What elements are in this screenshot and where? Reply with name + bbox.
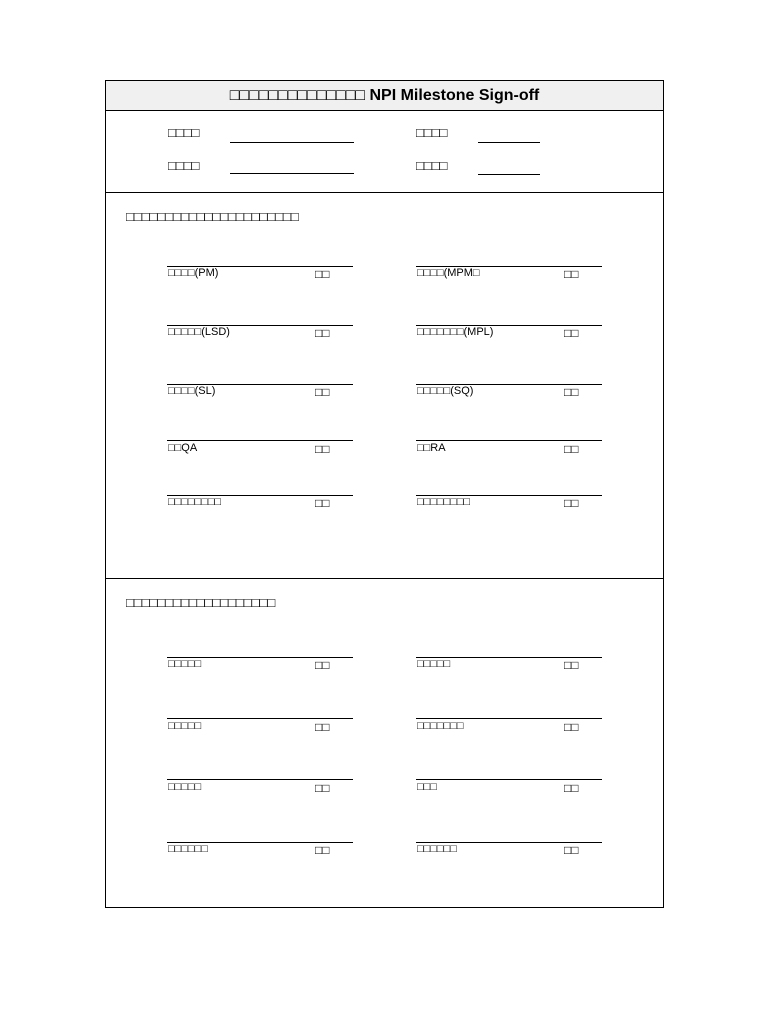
divider [106, 192, 663, 193]
signer-role: □□□□□ [168, 658, 202, 670]
date-label: □□ [564, 781, 579, 795]
signer-role: □□□□□□ [168, 843, 208, 855]
signer-role: □□□□□□□(MPL) [417, 326, 494, 338]
date-label: □□ [315, 326, 330, 340]
signature-line[interactable] [416, 718, 602, 719]
date-label: □□ [564, 720, 579, 734]
signer-role: □□□□□□□ [417, 720, 464, 732]
date-label: □□ [564, 385, 579, 399]
signer-role: □□□□□(LSD) [168, 326, 230, 338]
date-label: □□ [315, 385, 330, 399]
date-label: □□ [564, 658, 579, 672]
date-label: □□ [564, 442, 579, 456]
info-field-4[interactable] [478, 174, 540, 175]
divider [106, 578, 663, 579]
sign-off-form [105, 80, 664, 908]
date-label: □□ [315, 843, 330, 857]
date-label: □□ [564, 843, 579, 857]
signer-role: □□□□□□□□ [417, 496, 471, 508]
signer-role: □□□□□□ [417, 843, 457, 855]
signer-role: □□QA [168, 442, 198, 454]
signer-role: □□□□(MPM□ [417, 267, 480, 279]
info-field-3[interactable] [230, 173, 354, 174]
info-label-2: □□□□ [416, 125, 448, 140]
date-label: □□ [315, 658, 330, 672]
date-label: □□ [564, 267, 579, 281]
date-label: □□ [315, 781, 330, 795]
date-label: □□ [315, 496, 330, 510]
signer-role: □□□□□ [168, 720, 202, 732]
date-label: □□ [564, 326, 579, 340]
signer-role: □□□□□□□□ [168, 496, 222, 508]
signer-role: □□RA [417, 442, 446, 454]
signer-role: □□□□(SL) [168, 385, 216, 397]
signer-role: □□□□(PM) [168, 267, 219, 279]
signature-line[interactable] [167, 779, 353, 780]
signature-line[interactable] [416, 440, 602, 441]
form-title: □□□□□□□□□□□□□□ NPI Milestone Sign-off [106, 81, 663, 111]
signature-line[interactable] [167, 440, 353, 441]
signer-role: □□□□□ [417, 658, 451, 670]
signature-line[interactable] [167, 718, 353, 719]
info-label-4: □□□□ [416, 158, 448, 173]
info-field-2[interactable] [478, 142, 540, 143]
section1-heading: □□□□□□□□□□□□□□□□□□□□□□ [126, 209, 299, 224]
date-label: □□ [315, 720, 330, 734]
info-label-1: □□□□ [168, 125, 200, 140]
date-label: □□ [564, 496, 579, 510]
info-label-3: □□□□ [168, 158, 200, 173]
date-label: □□ [315, 442, 330, 456]
signer-role: □□□ [417, 781, 437, 793]
date-label: □□ [315, 267, 330, 281]
section2-heading: □□□□□□□□□□□□□□□□□□□ [126, 595, 276, 610]
signature-line[interactable] [416, 779, 602, 780]
signer-role: □□□□□ [168, 781, 202, 793]
info-field-1[interactable] [230, 142, 354, 143]
signer-role: □□□□□(SQ) [417, 385, 474, 397]
